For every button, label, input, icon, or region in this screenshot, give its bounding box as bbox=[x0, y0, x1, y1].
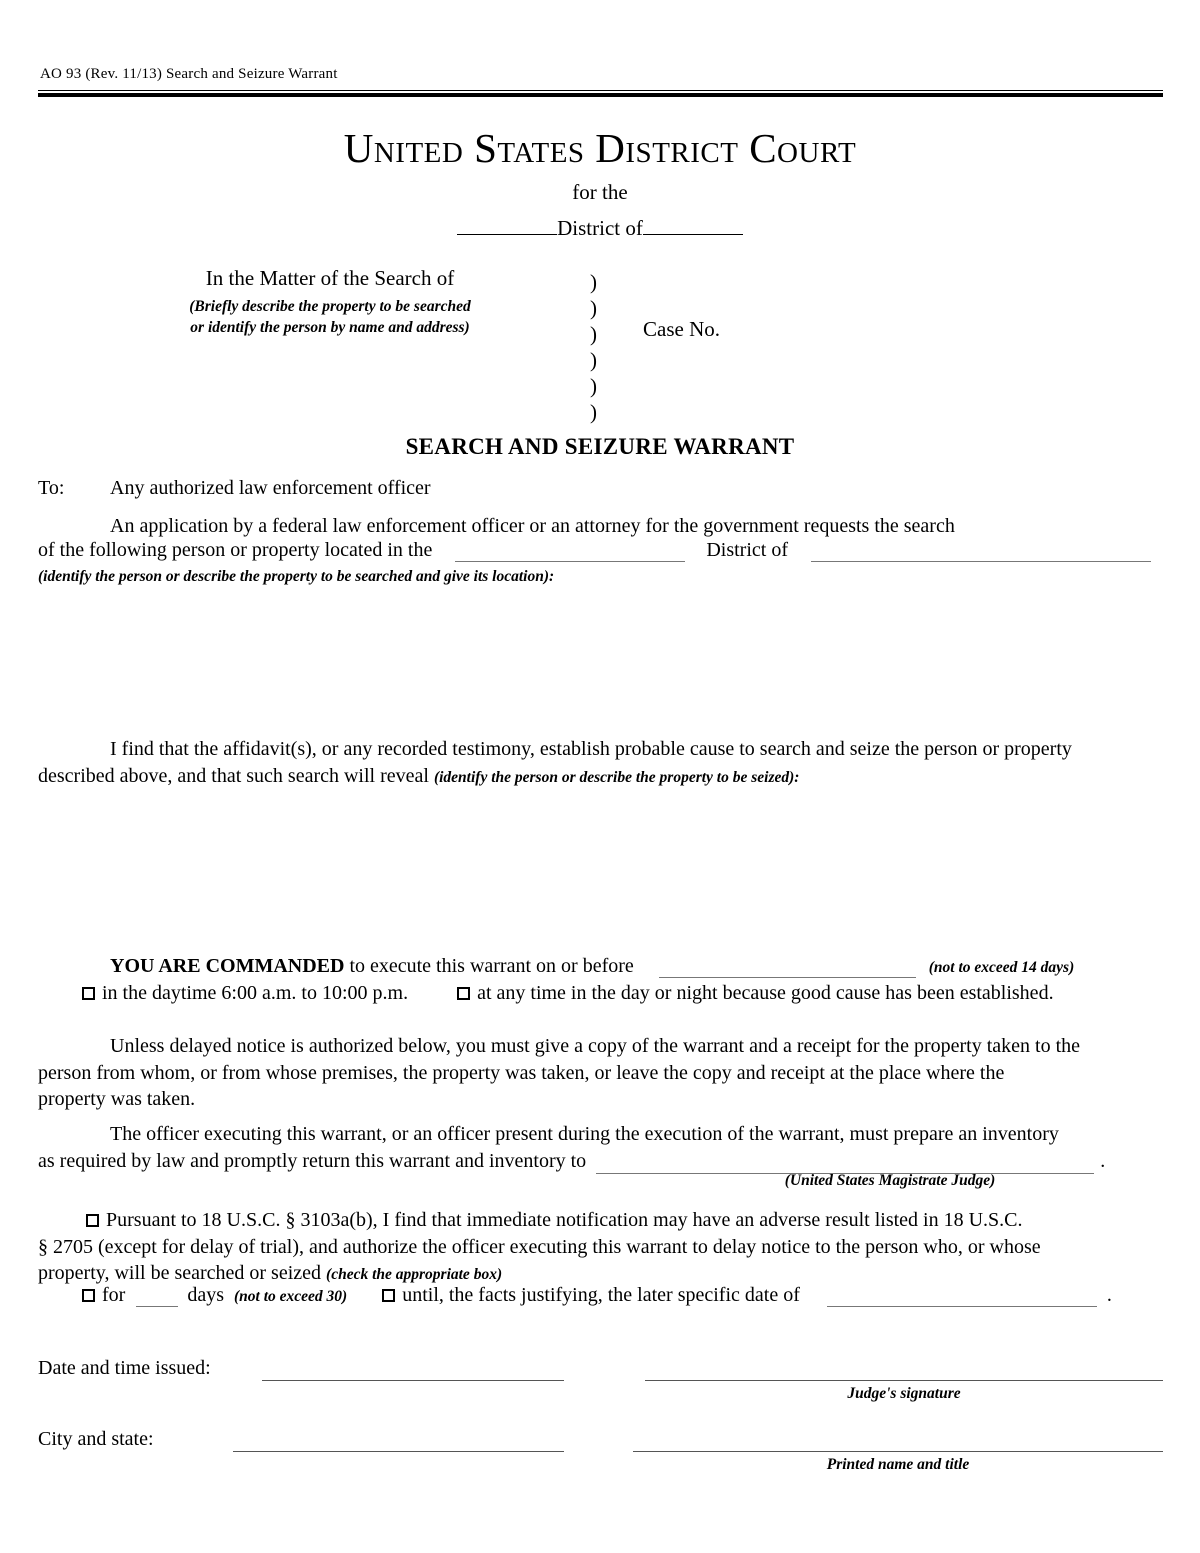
to-label: To: bbox=[38, 477, 65, 499]
inventory-paragraph bbox=[38, 1121, 1173, 1174]
paren-mark: ) bbox=[590, 348, 597, 372]
finding-line-1: I find that the affidavit(s), or any recorded testimony, establish probable cause to search and seize the person or property bbox=[110, 738, 1072, 760]
you-are-commanded-label: YOU ARE COMMANDED bbox=[110, 955, 345, 977]
checkbox-until-date-icon[interactable] bbox=[382, 1289, 395, 1302]
checkbox-anytime-label[interactable]: at any time in the day or night because good cause has been established. bbox=[477, 982, 1054, 1004]
days-label: days bbox=[187, 1284, 224, 1306]
document-title: SEARCH AND SEIZURE WARRANT bbox=[405, 434, 795, 459]
checkbox-daytime-label[interactable]: in the daytime 6:00 a.m. to 10:00 p.m. bbox=[102, 982, 409, 1004]
checkbox-daytime-icon[interactable] bbox=[82, 987, 95, 1000]
district-blank-left[interactable] bbox=[457, 213, 557, 235]
delay-duration-row bbox=[38, 1284, 1178, 1307]
delayed-line-3-prefix: property, will be searched or seized bbox=[38, 1262, 327, 1285]
caption-description-line-2: or identify the person by name and address) bbox=[190, 319, 470, 337]
magistrate-judge-caption: (United States Magistrate Judge) bbox=[784, 1172, 996, 1189]
unless-line-2: person from whom, or from whose premises, the property was taken, or leave the copy and receipt at the place where the bbox=[38, 1061, 1005, 1084]
paren-mark: ) bbox=[590, 322, 597, 346]
caption-description-line-1: (Briefly describe the property to be searched bbox=[189, 298, 471, 316]
delayed-line-1-text: Pursuant to 18 U.S.C. § 3103a(b), I find that immediate notification may have an adverse result listed in 18 U.S.C. bbox=[106, 1209, 1023, 1231]
paren-mark: ) bbox=[590, 374, 597, 398]
judge-signature-field[interactable] bbox=[645, 1380, 1163, 1381]
commanded-row bbox=[38, 955, 1168, 978]
delayed-line-3 bbox=[38, 1260, 1168, 1287]
city-state-label: City and state: bbox=[38, 1428, 154, 1450]
paren-mark: ) bbox=[590, 270, 597, 294]
checkbox-for-days-icon[interactable] bbox=[82, 1289, 95, 1302]
finding-line-2 bbox=[38, 763, 1166, 790]
finding-line-2-prefix: described above, and that such search will reveal bbox=[38, 764, 434, 787]
judge-signature-caption: Judge's signature bbox=[847, 1385, 961, 1402]
check-appropriate-box-note: (check the appropriate box) bbox=[326, 1266, 503, 1284]
delayed-line-2: § 2705 (except for delay of trial), and authorize the officer executing this warrant to delay notice to the person who, or whose bbox=[38, 1235, 1041, 1258]
caption-left-column bbox=[120, 266, 540, 339]
not-to-exceed-30-note: (not to exceed 30) bbox=[234, 1288, 348, 1305]
inventory-trailing-period: . bbox=[1100, 1149, 1106, 1172]
printed-name-caption: Printed name and title bbox=[826, 1456, 970, 1473]
located-prefix: of the following person or property located in the bbox=[38, 539, 433, 561]
district-of-line bbox=[0, 213, 1200, 241]
copy-and-receipt-paragraph bbox=[38, 1033, 1168, 1113]
header-divider-rule bbox=[38, 90, 1163, 97]
inventory-line-2 bbox=[38, 1148, 1173, 1175]
identify-seized-note: (identify the person or describe the property to be seized): bbox=[433, 768, 800, 786]
date-time-issued-field[interactable] bbox=[262, 1380, 564, 1381]
inventory-line-2-prefix: as required by law and promptly return this warrant and inventory to bbox=[38, 1149, 587, 1172]
printed-name-field[interactable] bbox=[633, 1451, 1163, 1452]
in-the-matter-label: In the Matter of the Search of bbox=[205, 266, 455, 290]
district-blank-field[interactable] bbox=[455, 543, 685, 562]
days-count-field[interactable] bbox=[136, 1288, 178, 1307]
until-label: until, the facts justifying, the later specific date of bbox=[402, 1284, 800, 1306]
inventory-line-1: The officer executing this warrant, or an officer present during the execution of the warrant, must prepare an inventory bbox=[110, 1123, 1059, 1145]
application-paragraph: An application by a federal law enforcement officer or an attorney for the government requests the search bbox=[110, 515, 955, 537]
checkbox-delayed-notice-icon[interactable] bbox=[86, 1214, 99, 1227]
delayed-trailing-period: . bbox=[1106, 1284, 1112, 1306]
paren-mark: ) bbox=[590, 296, 597, 320]
city-state-field[interactable] bbox=[233, 1451, 564, 1452]
located-in-row bbox=[38, 539, 1168, 562]
unless-line-1: Unless delayed notice is authorized below, you must give a copy of the warrant and a receipt for the property taken to the bbox=[110, 1035, 1081, 1057]
unless-line-3: property was taken. bbox=[38, 1088, 196, 1111]
delayed-notice-paragraph bbox=[38, 1207, 1168, 1287]
caption-paren-column bbox=[590, 266, 597, 422]
execute-by-date-field[interactable] bbox=[659, 959, 916, 978]
court-name-title: United States District Court bbox=[343, 125, 857, 171]
district-of-label-2: District of bbox=[706, 539, 788, 561]
for-label: for bbox=[102, 1284, 126, 1306]
execution-time-checkbox-row bbox=[38, 982, 1168, 1005]
caption-description bbox=[120, 297, 540, 339]
identify-location-note: (identify the person or describe the property to be searched and give its location): bbox=[38, 568, 555, 585]
case-number-label: Case No. bbox=[643, 317, 720, 341]
commanded-text: to execute this warrant on or before bbox=[344, 955, 634, 977]
district-name-field[interactable] bbox=[811, 543, 1151, 562]
district-blank-right[interactable] bbox=[643, 213, 743, 235]
checkbox-anytime-icon[interactable] bbox=[457, 987, 470, 1000]
district-of-label: District of bbox=[557, 216, 643, 240]
date-time-issued-label: Date and time issued: bbox=[38, 1357, 211, 1379]
until-date-field[interactable] bbox=[827, 1288, 1097, 1307]
paren-mark: ) bbox=[590, 400, 597, 424]
to-recipient: Any authorized law enforcement officer bbox=[110, 477, 431, 499]
for-the-label: for the bbox=[572, 180, 628, 204]
probable-cause-paragraph bbox=[38, 736, 1166, 789]
delayed-line-1 bbox=[38, 1207, 1168, 1234]
form-identifier: AO 93 (Rev. 11/13) Search and Seizure Warrant bbox=[40, 66, 338, 82]
not-to-exceed-14-days-note: (not to exceed 14 days) bbox=[928, 959, 1075, 976]
